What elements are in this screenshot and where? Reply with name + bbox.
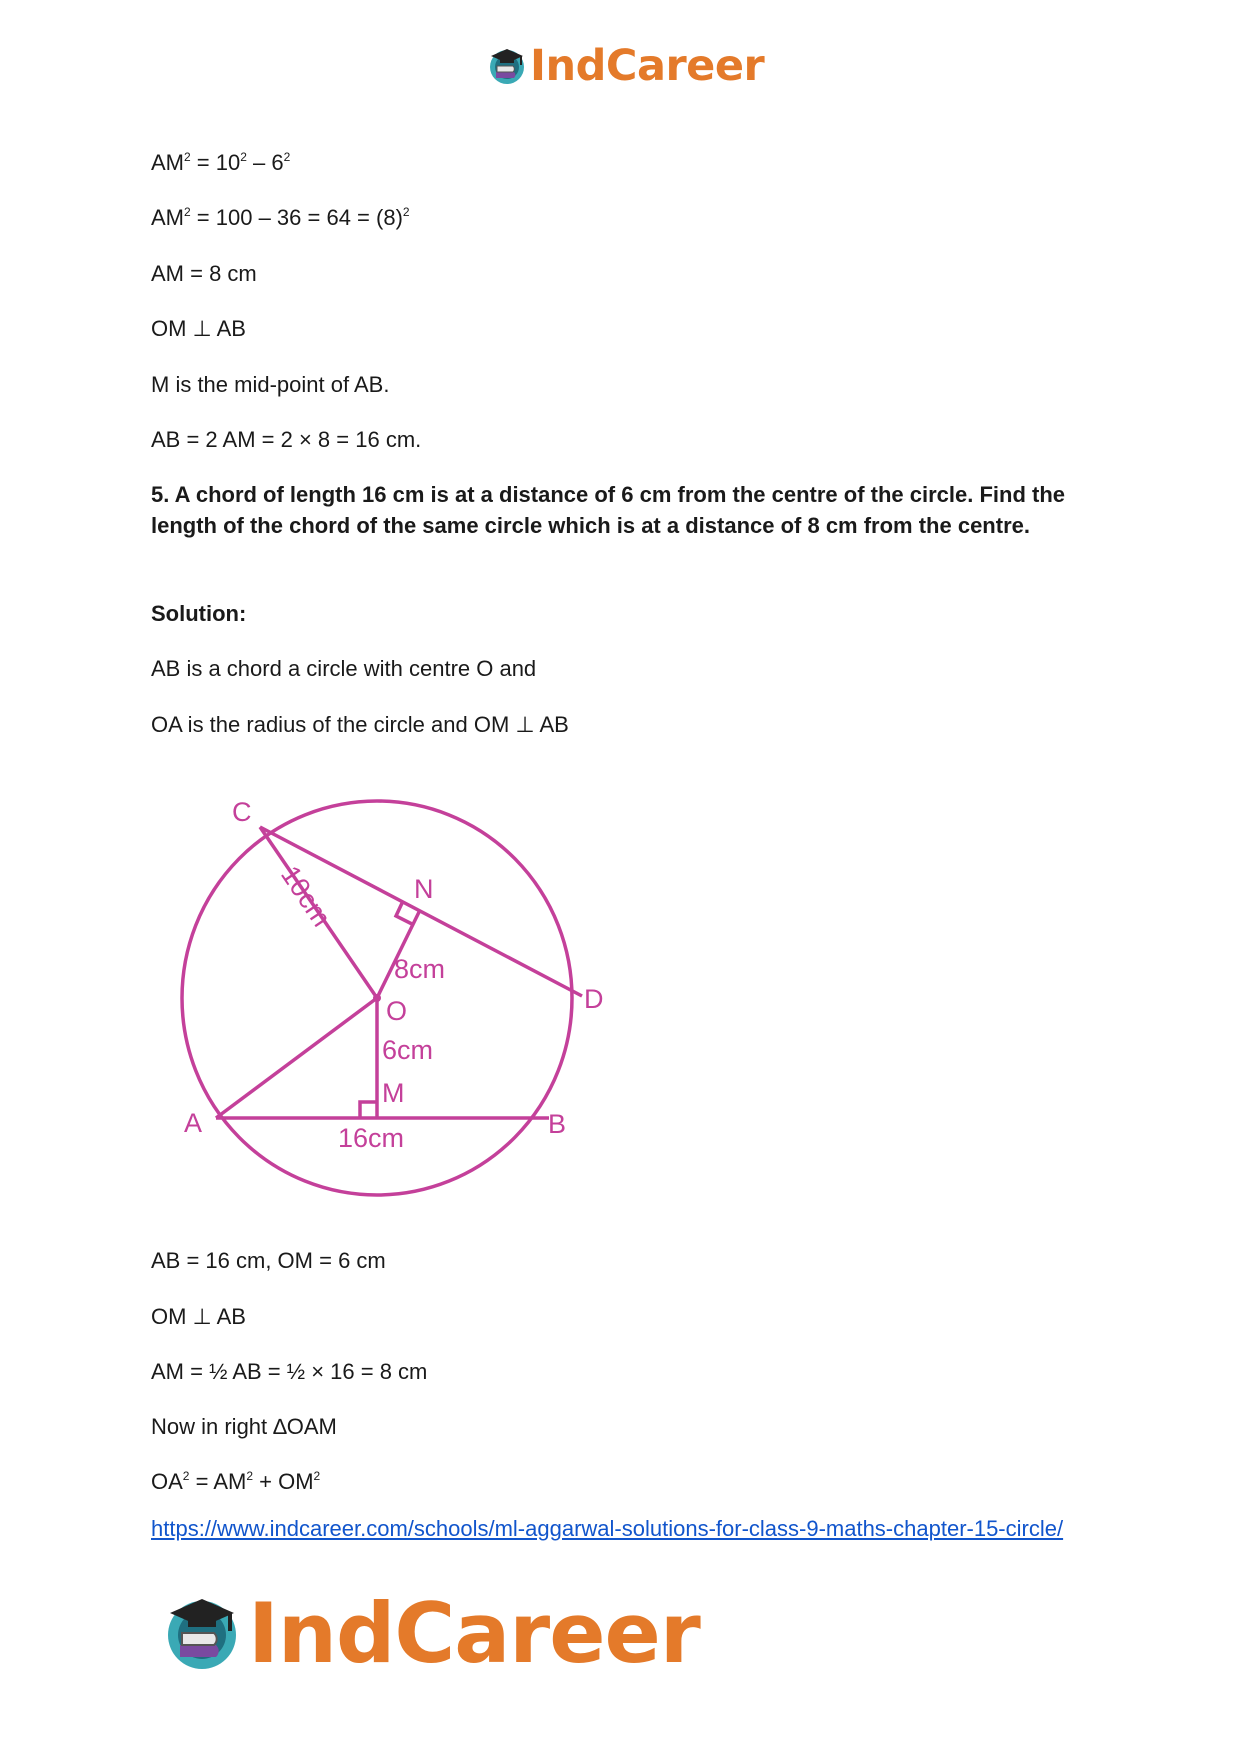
solution-label: Solution: [151, 601, 247, 626]
label-8cm: 8cm [394, 954, 446, 984]
circle-chord-diagram [160, 775, 630, 1215]
graduation-cap-logo-icon [160, 1591, 244, 1675]
text-line: AB = 16 cm, OM = 6 cm [151, 1248, 386, 1273]
equation-pythagoras: $OA^2 = AM^2 + OM^2$ [151, 1469, 321, 1494]
text-line: OM ⊥ AB [151, 316, 246, 341]
footer-logo [160, 1585, 700, 1681]
equation-am-value: $AM^2 = 100 - 36 = 64 = (8)^2$ [151, 205, 410, 230]
label-16cm: 16cm [338, 1123, 405, 1153]
label-6cm: 6cm [382, 1035, 434, 1065]
label-m: M [382, 1078, 405, 1108]
graduation-cap-logo-icon [486, 45, 528, 87]
label-d: D [584, 984, 604, 1014]
label-b: B [548, 1109, 567, 1139]
text-line: AM = 8 cm [151, 261, 257, 286]
equation-am-squared: $AM^2 = 10^2 - 6^2$ [151, 150, 291, 175]
radius-oa [216, 998, 377, 1118]
text-line: AB = 2 AM = 2 × 8 = 16 cm. [151, 427, 422, 452]
label-o: O [386, 996, 408, 1026]
text-line: AB is a chord a circle with centre O and [151, 656, 537, 681]
text-line: OA is the radius of the circle and OM ⊥ AB [151, 712, 569, 737]
logo-text: IndCareer [248, 1584, 700, 1682]
logo-text: IndCareer [530, 40, 765, 91]
right-angle-m [360, 1102, 377, 1118]
label-c: C [232, 797, 252, 827]
centre-point [373, 994, 381, 1002]
header-logo [486, 40, 764, 92]
question-5: 5. A chord of length 16 cm is at a distance of 6 cm from the centre of the circle. Find the length of the chord of the same circle which is at a distance of 8 cm from the centre. [151, 482, 1066, 538]
source-link[interactable]: https://www.indcareer.com/schools/ml-aggarwal-solutions-for-class-9-maths-chapter-15-circle/ [151, 1516, 1064, 1541]
label-n: N [414, 874, 434, 904]
label-a: A [184, 1108, 203, 1138]
text-line: M is the mid-point of AB. [151, 372, 390, 397]
label-10cm: 10cm [274, 860, 337, 933]
text-line: OM ⊥ AB [151, 1304, 246, 1329]
text-line: Now in right ∆OAM [151, 1414, 337, 1439]
text-line: AM = ½ AB = ½ × 16 = 8 cm [151, 1359, 428, 1384]
